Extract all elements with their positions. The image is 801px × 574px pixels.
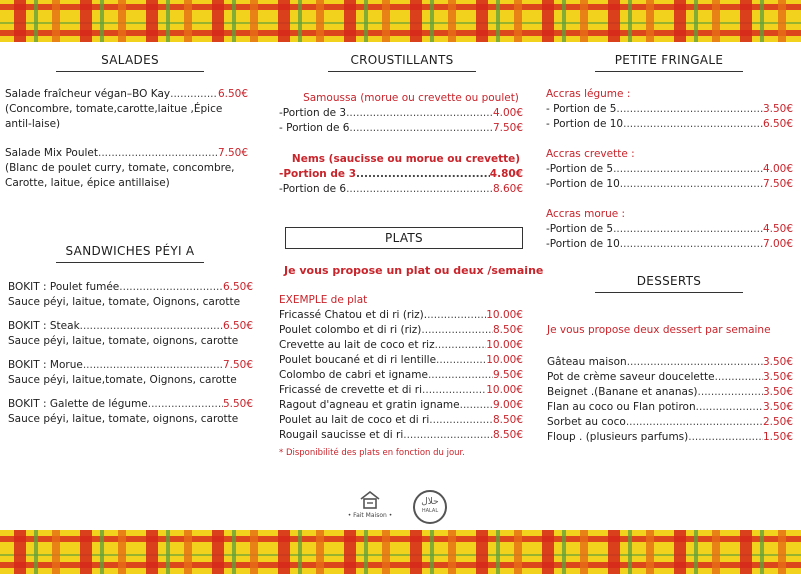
fait-maison-label: • Fait Maison • — [347, 512, 393, 519]
item-price: 8.50€ — [492, 429, 523, 441]
portion-price: 3.50€ — [762, 103, 793, 115]
portion-label: -Portion de 6 — [279, 183, 347, 195]
portion-price: 6.50€ — [762, 118, 793, 130]
portion-price: 4.00€ — [492, 107, 523, 119]
item-price: 9.50€ — [492, 369, 523, 381]
item-name: Floup . (plusieurs parfums) — [547, 431, 689, 443]
halal-logo — [413, 490, 447, 524]
item-name: Gâteau maison — [547, 356, 627, 368]
item-price: 7.50€ — [222, 359, 253, 371]
item-price: 10.00€ — [486, 384, 523, 396]
item-name: Poulet boucané et di ri lentille — [279, 354, 437, 366]
plats-example-label: EXEMPLE de plat — [279, 294, 368, 306]
item-desc: Sauce péyi, laitue, tomate, oignons, carotte — [8, 335, 239, 347]
portion-label: -Portion de 3 — [279, 168, 357, 180]
portion-label: -Portion de 10 — [546, 238, 620, 250]
sandwich-item — [8, 319, 253, 349]
item-price: 6.50€ — [222, 281, 253, 293]
item-name: Beignet .(Banane et ananas) — [547, 386, 698, 398]
portion-label: - Portion de 10 — [546, 118, 624, 130]
portion-label: - Portion de 5 — [546, 103, 617, 115]
accras-group-title: Accras morue : — [546, 208, 626, 220]
item-price: 1.50€ — [762, 431, 793, 443]
portion-label: -Portion de 5 — [546, 223, 614, 235]
plats-list — [279, 293, 523, 461]
croustillants-header: CROUSTILLANTS — [328, 53, 476, 72]
item-price: 6.50€ — [222, 320, 253, 332]
item-name: Salade Mix Poulet — [5, 147, 98, 159]
item-name: BOKIT : Poulet fumée — [8, 281, 120, 293]
item-price: 6.50€ — [217, 88, 248, 100]
fringale-list — [546, 87, 793, 252]
item-price: 10.00€ — [486, 354, 523, 366]
item-name: Colombo de cabri et igname — [279, 369, 428, 381]
item-price: 5.50€ — [222, 398, 253, 410]
portion-price: 4.80€ — [489, 168, 523, 180]
item-name: Crevette au lait de coco et riz — [279, 339, 435, 351]
fringale-header: PETITE FRINGALE — [595, 53, 743, 72]
item-name: Fricassé de crevette et di ri — [279, 384, 423, 396]
item-name: BOKIT : Galette de légume — [8, 398, 148, 410]
sandwich-item — [8, 280, 253, 310]
item-price: 3.50€ — [762, 386, 793, 398]
desserts-header: DESSERTS — [595, 274, 743, 293]
item-name: Sorbet au coco — [547, 416, 626, 428]
samoussa-title: Samoussa (morue ou crevette ou poulet) — [303, 92, 519, 104]
fait-maison-logo — [340, 490, 400, 519]
item-name: Salade fraîcheur végan–BO Kay — [5, 88, 171, 100]
portion-label: -Portion de 3 — [279, 107, 347, 119]
portion-price: 4.00€ — [762, 163, 793, 175]
item-price: 3.50€ — [762, 356, 793, 368]
item-name: Flan au coco ou Flan potiron — [547, 401, 696, 413]
item-price: 2.50€ — [762, 416, 793, 428]
halal-arabic: حلال — [421, 497, 439, 507]
item-name: Pot de crème saveur doucelette — [547, 371, 715, 383]
halal-label: HALAL — [421, 508, 439, 514]
house-icon — [359, 490, 381, 510]
accras-group-title: Accras crevette : — [546, 148, 635, 160]
item-price: 10.00€ — [486, 339, 523, 351]
sandwiches-header: SANDWICHES PÉYI A — [56, 244, 204, 263]
accras-group-title: Accras légume : — [546, 88, 631, 100]
item-name: Rougail saucisse et di ri — [279, 429, 404, 441]
item-price: 10.00€ — [486, 309, 523, 321]
sandwich-item — [8, 397, 253, 427]
item-price: 3.50€ — [762, 401, 793, 413]
portion-price: 7.50€ — [492, 122, 523, 134]
portion-label: -Portion de 10 — [546, 178, 620, 190]
item-price: 9.00€ — [492, 399, 523, 411]
item-desc: (Concombre, tomate,carotte,laitue ,Épice antil-laise) — [5, 103, 223, 130]
madras-bottom-border — [0, 530, 801, 574]
item-price: 8.50€ — [492, 324, 523, 336]
plats-note: * Disponibilité des plats en fonction du jour. — [279, 448, 465, 458]
item-name: BOKIT : Morue — [8, 359, 83, 371]
salade-item — [5, 87, 248, 132]
portion-price: 8.60€ — [492, 183, 523, 195]
portion-label: - Portion de 6 — [279, 122, 350, 134]
nems-title: Nems (saucisse ou morue ou crevette) — [291, 153, 521, 165]
item-name: Fricassé Chatou et di ri (riz). — [279, 309, 428, 321]
item-desc: Sauce péyi, laitue, tomate, oignons, carotte — [8, 413, 239, 425]
portion-price: 7.50€ — [762, 178, 793, 190]
salade-item — [5, 146, 248, 191]
item-name: Ragout d'agneau et gratin igname — [279, 399, 460, 411]
sandwiches-list — [8, 280, 253, 427]
plats-header: PLATS — [285, 227, 523, 249]
salades-header: SALADES — [56, 53, 204, 72]
item-name: Poulet colombo et di ri (riz) — [279, 324, 422, 336]
portion-price: 7.00€ — [762, 238, 793, 250]
desserts-subtitle: Je vous propose deux dessert par semaine — [547, 324, 771, 336]
portion-price: 4.50€ — [762, 223, 793, 235]
item-name: BOKIT : Steak — [8, 320, 80, 332]
salades-list — [5, 87, 248, 191]
item-price: 7.50€ — [217, 147, 248, 159]
item-desc: (Blanc de poulet curry, tomate, concombre, Carotte, laitue, épice antillaise) — [5, 162, 235, 189]
item-name: Poulet au lait de coco et di ri — [279, 414, 430, 426]
sandwich-item — [8, 358, 253, 388]
item-desc: Sauce péyi, laitue,tomate, Oignons, carotte — [8, 374, 237, 386]
madras-top-border — [0, 0, 801, 42]
croustillants-list — [279, 91, 523, 197]
portion-label: -Portion de 5 — [546, 163, 614, 175]
item-price: 3.50€ — [762, 371, 793, 383]
item-desc: Sauce péyi, laitue, tomate, Oignons, carotte — [8, 296, 241, 308]
desserts-list — [547, 355, 793, 445]
item-price: 8.50€ — [492, 414, 523, 426]
plats-subtitle: Je vous propose un plat ou deux /semaine — [284, 264, 544, 277]
